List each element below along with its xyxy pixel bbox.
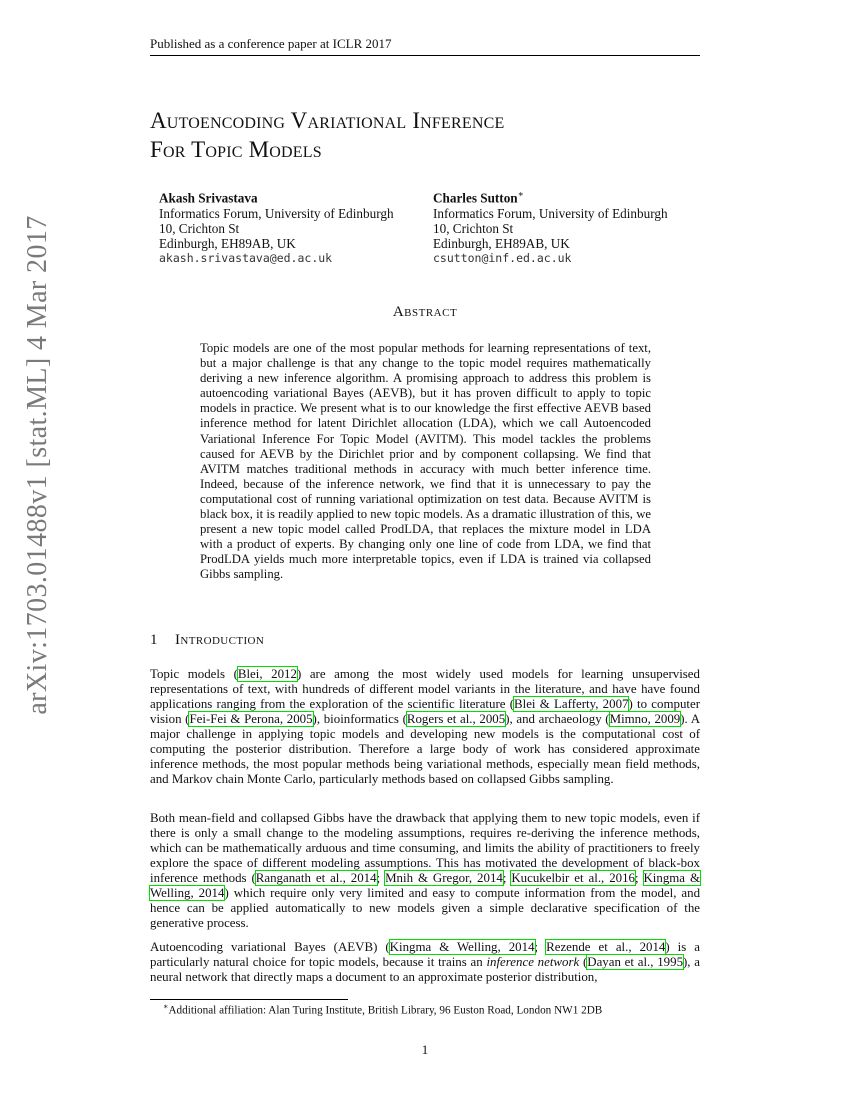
author-name: Charles Sutton∗ (433, 189, 524, 206)
arxiv-stamp-text: arXiv:1703.01488v1 [stat.ML] 4 Mar 2017 (22, 215, 53, 715)
citation-link[interactable]: Rezende et al., 2014 (546, 940, 666, 954)
footnote (163, 1002, 602, 1017)
intro-paragraph-1: Topic models (Blei, 2012) are among the most widely used models for learning unsupervised representations of text, with hundreds of different model variants in the literature, and have have found applications ranging from the exploration of the scientific literature (Blei & Lafferty, 2007) to computer vision (Fei-Fei & Perona, 2005), bioinformatics (Rogers et al., 2005), and archaeology (Mimno, 2009). A major challenge in applying topic models and developing new models is the computational cost of computing the posterior distribution. Therefore a large body of work has considered approximate inference methods, the most popular methods being variational methods, especially mean field methods, and Markov chain Monte Carlo, particularly methods based on collapsed Gibbs sampling. (150, 667, 701, 787)
citation-link[interactable]: Blei & Lafferty, 2007 (514, 697, 629, 712)
author-name: Akash Srivastava (159, 190, 258, 206)
citation-link[interactable]: Mimno, 2009 (609, 712, 681, 727)
intro-paragraph-3: Autoencoding variational Bayes (AEVB) (Kingma & Welling, 2014; Rezende et al., 2014) is a particularly natural choice for topic models, because it trains an inference network (Dayan et al., 1995), a neural network that directly maps a document to an approximate posterior distribution, (150, 940, 701, 985)
title-line-2: For Topic Models (150, 137, 322, 162)
intro-paragraph-2: Both mean-field and collapsed Gibbs have the drawback that applying them to new topic models, even if there is only a small change to the modeling assumptions, requires re-deriving the inference methods, which can be mathematically arduous and time consuming, and limits the ability of practitioners to freely explore the space of different modeling assumptions. This has motivated the development of black-box inference methods (Ranganath et al., 2014; Mnih & Gregor, 2014; Kucukelbir et al., 2016; Kingma & Welling, 2014) which require only very limited and easy to compute information from the model, and hence can be applied automatically to new models given a simple declarative specification of the generative process. (150, 811, 701, 931)
running-header: Published as a conference paper at ICLR 2017 (150, 36, 700, 56)
author-street: 10, Crichton St (433, 220, 514, 236)
footnote-text: Additional affiliation: Alan Turing Institute, British Library, 96 Euston Road, London NW1 2DB (168, 1004, 603, 1017)
author-block-2 (433, 187, 668, 266)
citation-link[interactable]: Mnih & Gregor, 2014 (385, 871, 503, 886)
section-number: 1 (150, 632, 158, 648)
citation-link[interactable]: Rogers et al., 2005 (406, 712, 506, 727)
footnote-marker: ∗ (517, 189, 524, 199)
section-title: Introduction (175, 632, 265, 648)
section-heading-introduction (150, 632, 264, 649)
citation-link[interactable]: Blei, 2012 (237, 667, 297, 681)
author-street: 10, Crichton St (159, 220, 240, 236)
page-number: 1 (421, 1042, 429, 1057)
citation-link[interactable]: Kucukelbir et al., 2016 (511, 871, 635, 886)
title-line-1: Autoencoding Variational Inference (150, 108, 505, 133)
paper-title (150, 106, 710, 164)
citation-link[interactable]: Dayan et al., 1995 (587, 955, 684, 970)
citation-link[interactable]: Kingma & Welling, 2014 (389, 940, 535, 954)
author-block-1 (159, 187, 394, 266)
abstract-heading: Abstract (392, 304, 458, 320)
author-affiliation: Informatics Forum, University of Edinburgh (433, 205, 668, 221)
author-affiliation: Informatics Forum, University of Edinburgh (159, 205, 394, 221)
abstract-body: Topic models are one of the most popular methods for learning representations of text, but a major challenge is that any change to the topic model requires mathematically deriving a new inference algorithm. A promising approach to address this problem is autoencoding variational Bayes (AEVB), but it has proven difficult to apply to topic models in practice. We present what is to our knowledge the first effective AEVB based inference method for latent Dirichlet allocation (LDA), which we call Autoencoded Variational Inference For Topic Model (AVITM). This model tackles the problems caused for AEVB by the Dirichlet prior and by component collapsing. We find that AVITM matches traditional methods in accuracy with much better inference time. Indeed, because of the inference network, we find that it is unnecessary to pay the computational cost of running variational optimization on test data. Because AVITM is black box, it is readily applied to new topic models. As a dramatic illustration of this, we present a new topic model called ProdLDA, that replaces the mixture model in LDA with a product of experts. By changing only one line of code from LDA, we find that ProdLDA yields much more interpretable topics, even if LDA is trained via collapsed Gibbs sampling. (200, 341, 651, 582)
citation-link[interactable]: Fei-Fei & Perona, 2005 (189, 712, 313, 727)
citation-link[interactable]: Ranganath et al., 2014 (255, 871, 377, 886)
footnote-rule (150, 999, 348, 1000)
author-city: Edinburgh, EH89AB, UK (159, 236, 296, 251)
footnote-marker: ∗ (163, 1002, 169, 1011)
citation-link[interactable]: Kingma & Welling, 2014 (150, 871, 700, 901)
author-email[interactable]: csutton@inf.ed.ac.uk (433, 251, 572, 266)
author-city: Edinburgh, EH89AB, UK (433, 236, 570, 251)
author-email[interactable]: akash.srivastava@ed.ac.uk (159, 251, 333, 266)
